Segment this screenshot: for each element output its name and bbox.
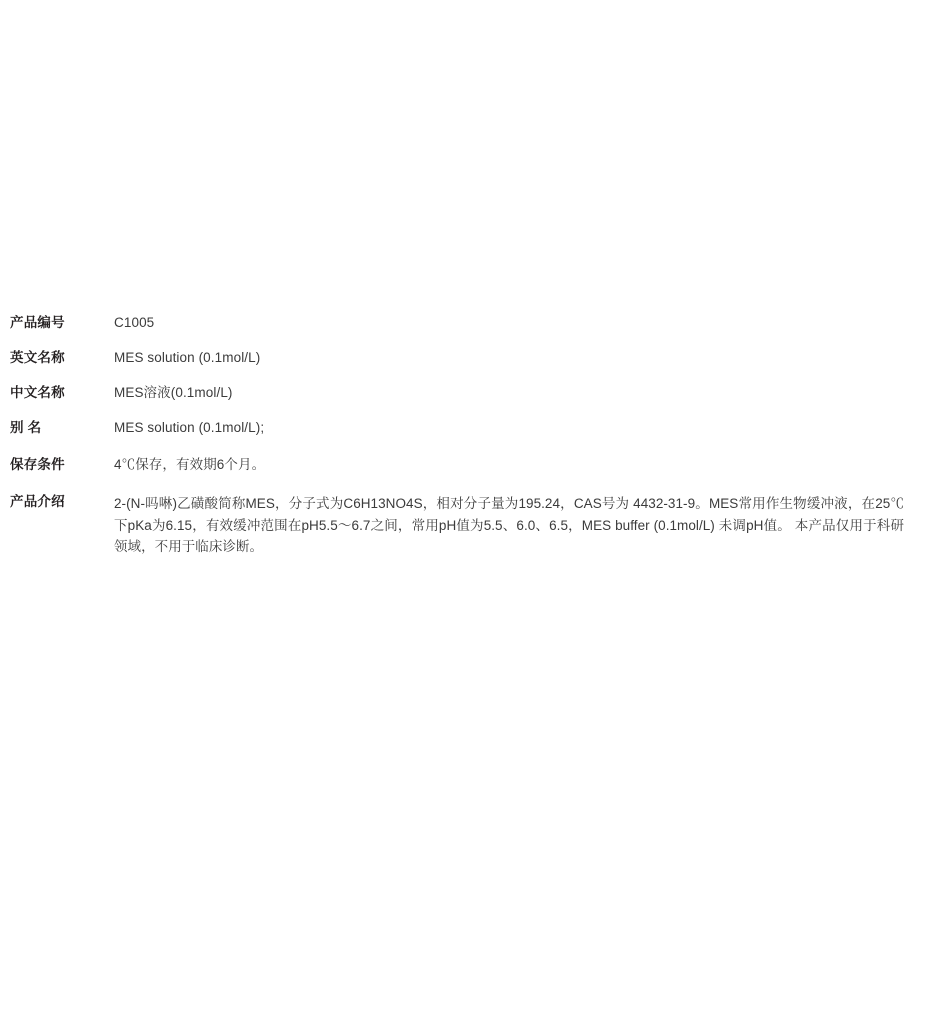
spec-label-cell [0, 296, 114, 331]
spec-value-cell [114, 473, 935, 558]
spec-label-product-code: 产品编号 [10, 315, 65, 330]
spec-value-cell [114, 296, 935, 331]
spec-value-product-introduction: 2-(N-吗啉)乙磺酸简称MES，分子式为C6H13NO4S，相对分子量为195.24，CAS号为 4432-31-9。MES常用作生物缓冲液，在25℃下pKa为6.15，有效缓冲范围在pH5.5～6.7之间，常用pH值为5.5、6.0、6.5，MES buffer (0.1mol/L) 未调pH值。 本产品仅用于科研领域，不用于临床诊断。 [114, 496, 904, 554]
spec-value-cell [114, 366, 935, 401]
table-row [0, 331, 935, 366]
spec-label-storage-conditions: 保存条件 [10, 457, 65, 472]
table-row [0, 473, 935, 558]
table-row [0, 366, 935, 401]
spec-label-cell [0, 401, 114, 436]
table-row [0, 401, 935, 436]
spec-label-cell [0, 436, 114, 473]
spec-label-english-name: 英文名称 [10, 350, 65, 365]
spec-value-english-name: MES solution (0.1mol/L) [114, 350, 261, 365]
table-row [0, 436, 935, 473]
spec-label-cell [0, 331, 114, 366]
product-specification-sheet [0, 296, 935, 558]
spec-value-cell [114, 401, 935, 436]
spec-value-chinese-name: MES溶液(0.1mol/L) [114, 385, 233, 400]
spec-table-body [0, 296, 935, 558]
spec-label-cell [0, 366, 114, 401]
spec-value-storage-conditions: 4℃保存，有效期6个月。 [114, 457, 266, 472]
spec-value-cell [114, 436, 935, 473]
spec-label-alias: 别 名 [10, 420, 42, 435]
spec-label-product-introduction: 产品介绍 [10, 494, 65, 509]
spec-label-chinese-name: 中文名称 [10, 385, 65, 400]
table-row [0, 296, 935, 331]
spec-value-alias: MES solution (0.1mol/L); [114, 420, 265, 435]
spec-label-cell [0, 473, 114, 558]
spec-value-product-code: C1005 [114, 315, 155, 330]
spec-value-cell [114, 331, 935, 366]
spec-table [0, 296, 935, 558]
